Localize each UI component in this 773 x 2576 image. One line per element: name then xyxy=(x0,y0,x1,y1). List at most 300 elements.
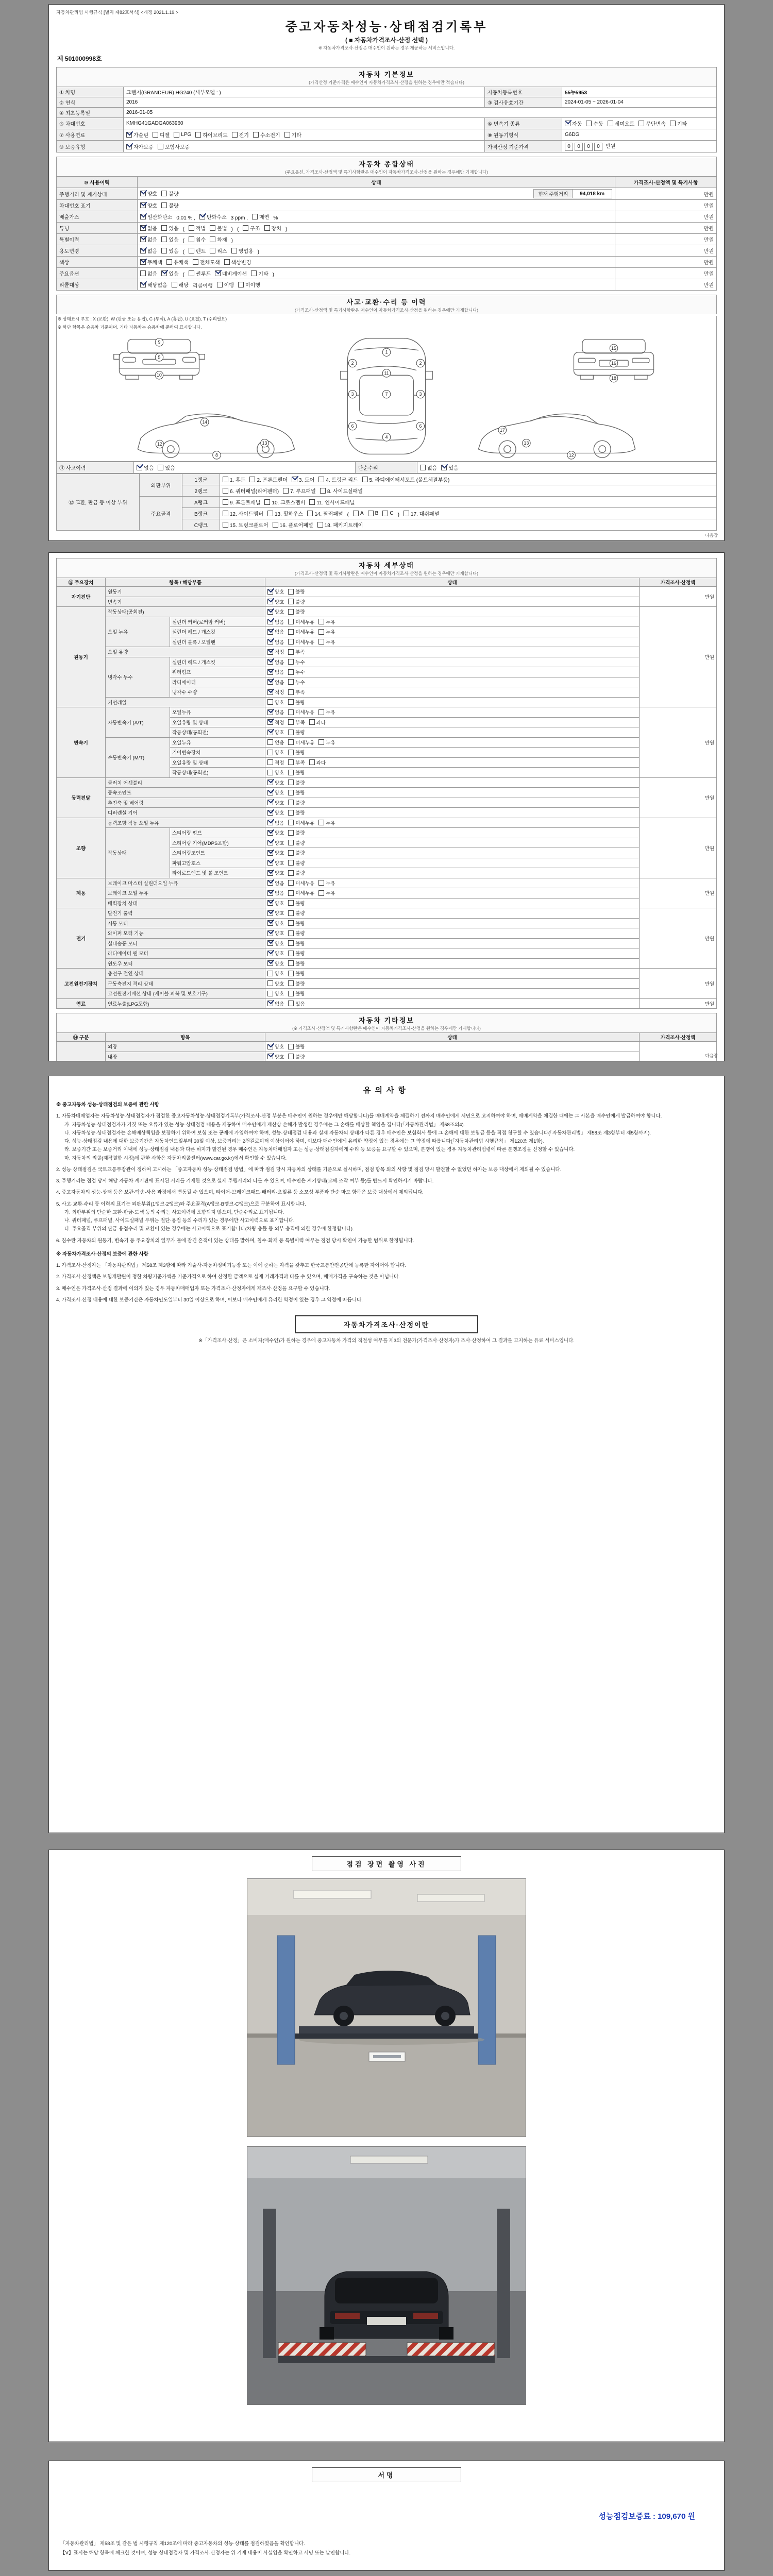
checkbox-option[interactable] xyxy=(288,679,305,686)
checkbox-icon[interactable] xyxy=(140,282,146,287)
checkbox-icon[interactable] xyxy=(368,511,374,516)
checkbox-icon[interactable] xyxy=(140,191,146,196)
checkbox-icon[interactable] xyxy=(273,522,278,528)
checkbox-option[interactable] xyxy=(267,900,284,907)
checkbox-icon[interactable] xyxy=(174,132,179,138)
checkbox-option[interactable] xyxy=(267,510,303,517)
checkbox-option[interactable] xyxy=(309,759,326,766)
checkbox-icon[interactable] xyxy=(267,800,273,805)
checkbox-option[interactable] xyxy=(267,658,284,666)
checkbox-icon[interactable] xyxy=(353,511,359,516)
checkbox-option[interactable] xyxy=(318,739,335,746)
checkbox-icon[interactable] xyxy=(215,270,221,276)
checkbox-icon[interactable] xyxy=(267,699,273,705)
checkbox-option[interactable] xyxy=(267,598,284,605)
checkbox-icon[interactable] xyxy=(288,679,294,685)
checkbox-icon[interactable] xyxy=(210,236,215,242)
checkbox-icon[interactable] xyxy=(267,900,273,906)
checkbox-option[interactable] xyxy=(288,1000,305,1007)
checkbox-icon[interactable] xyxy=(382,511,388,516)
checkbox-option[interactable] xyxy=(318,889,335,896)
checkbox-icon[interactable] xyxy=(267,880,273,886)
checkbox-option[interactable] xyxy=(288,990,305,997)
checkbox-icon[interactable] xyxy=(288,810,294,816)
checkbox-option[interactable] xyxy=(309,719,326,726)
checkbox-option[interactable] xyxy=(224,258,251,266)
checkbox-icon[interactable] xyxy=(318,477,324,482)
checkbox-option[interactable] xyxy=(161,235,178,243)
checkbox-icon[interactable] xyxy=(140,248,146,253)
checkbox-icon[interactable] xyxy=(309,759,315,765)
checkbox-option[interactable] xyxy=(267,809,284,816)
checkbox-icon[interactable] xyxy=(288,930,294,936)
checkbox-option[interactable] xyxy=(318,476,358,483)
checkbox-option[interactable] xyxy=(267,749,284,756)
checkbox-icon[interactable] xyxy=(267,890,273,896)
checkbox-icon[interactable] xyxy=(137,465,142,470)
checkbox-icon[interactable] xyxy=(288,750,294,755)
checkbox-icon[interactable] xyxy=(267,619,273,624)
checkbox-icon[interactable] xyxy=(267,790,273,795)
checkbox-icon[interactable] xyxy=(267,1044,273,1049)
checkbox-option[interactable] xyxy=(140,247,157,255)
checkbox-option[interactable] xyxy=(267,869,284,876)
checkbox-icon[interactable] xyxy=(161,236,167,242)
checkbox-icon[interactable] xyxy=(320,488,326,494)
checkbox-icon[interactable] xyxy=(404,511,409,516)
checkbox-option[interactable] xyxy=(288,809,305,816)
checkbox-icon[interactable] xyxy=(318,709,324,715)
checkbox-option[interactable] xyxy=(565,120,582,127)
checkbox-icon[interactable] xyxy=(288,910,294,916)
checkbox-option[interactable] xyxy=(267,889,284,896)
checkbox-option[interactable] xyxy=(251,269,268,277)
checkbox-option[interactable] xyxy=(264,498,305,506)
checkbox-icon[interactable] xyxy=(288,699,294,705)
checkbox-option[interactable] xyxy=(232,131,249,139)
checkbox-option[interactable] xyxy=(288,719,305,726)
checkbox-icon[interactable] xyxy=(288,960,294,966)
checkbox-icon[interactable] xyxy=(267,609,273,615)
checkbox-option[interactable] xyxy=(670,120,687,127)
checkbox-icon[interactable] xyxy=(267,951,273,956)
checkbox-option[interactable] xyxy=(267,699,284,706)
checkbox-icon[interactable] xyxy=(140,236,146,242)
checkbox-icon[interactable] xyxy=(267,719,273,725)
checkbox-icon[interactable] xyxy=(267,669,273,675)
checkbox-icon[interactable] xyxy=(288,759,294,765)
checkbox-option[interactable] xyxy=(288,688,305,696)
checkbox-icon[interactable] xyxy=(223,488,228,494)
checkbox-icon[interactable] xyxy=(288,709,294,715)
checkbox-icon[interactable] xyxy=(140,270,146,276)
checkbox-option[interactable] xyxy=(174,132,191,138)
checkbox-icon[interactable] xyxy=(267,870,273,876)
checkbox-icon[interactable] xyxy=(288,790,294,795)
checkbox-icon[interactable] xyxy=(309,719,315,725)
checkbox-option[interactable] xyxy=(215,269,247,277)
checkbox-icon[interactable] xyxy=(251,270,257,276)
checkbox-icon[interactable] xyxy=(318,639,324,645)
checkbox-option[interactable] xyxy=(189,235,206,243)
checkbox-option[interactable] xyxy=(318,638,335,646)
checkbox-option[interactable] xyxy=(267,909,284,917)
checkbox-icon[interactable] xyxy=(264,225,270,231)
checkbox-icon[interactable] xyxy=(189,225,194,231)
checkbox-option[interactable] xyxy=(288,799,305,806)
checkbox-icon[interactable] xyxy=(189,270,194,276)
checkbox-icon[interactable] xyxy=(288,639,294,645)
checkbox-option[interactable] xyxy=(189,269,211,277)
checkbox-option[interactable] xyxy=(288,929,305,937)
checkbox-icon[interactable] xyxy=(199,214,205,219)
checkbox-icon[interactable] xyxy=(161,225,167,231)
checkbox-icon[interactable] xyxy=(232,132,238,138)
checkbox-icon[interactable] xyxy=(267,629,273,635)
checkbox-icon[interactable] xyxy=(223,522,228,528)
checkbox-option[interactable] xyxy=(161,190,178,197)
checkbox-icon[interactable] xyxy=(288,880,294,886)
checkbox-icon[interactable] xyxy=(267,971,273,976)
checkbox-option[interactable] xyxy=(288,608,305,615)
checkbox-icon[interactable] xyxy=(224,259,230,265)
checkbox-icon[interactable] xyxy=(288,730,294,735)
checkbox-icon[interactable] xyxy=(318,619,324,624)
checkbox-option[interactable] xyxy=(267,970,284,977)
checkbox-option[interactable] xyxy=(288,859,305,867)
checkbox-icon[interactable] xyxy=(288,649,294,655)
checkbox-icon[interactable] xyxy=(267,659,273,665)
checkbox-option[interactable] xyxy=(288,819,314,826)
checkbox-icon[interactable] xyxy=(267,920,273,926)
checkbox-icon[interactable] xyxy=(126,144,132,149)
checkbox-option[interactable] xyxy=(267,819,284,826)
checkbox-option[interactable] xyxy=(161,224,178,232)
checkbox-icon[interactable] xyxy=(288,659,294,665)
checkbox-option[interactable] xyxy=(172,281,189,289)
checkbox-icon[interactable] xyxy=(140,202,146,208)
checkbox-icon[interactable] xyxy=(231,248,237,253)
checkbox-icon[interactable] xyxy=(288,971,294,976)
checkbox-icon[interactable] xyxy=(172,282,177,287)
checkbox-option[interactable] xyxy=(288,759,305,766)
checkbox-option[interactable] xyxy=(267,638,284,646)
checkbox-option[interactable] xyxy=(368,511,379,516)
checkbox-option[interactable] xyxy=(288,638,314,646)
checkbox-option[interactable] xyxy=(288,668,305,675)
checkbox-icon[interactable] xyxy=(267,810,273,816)
checkbox-icon[interactable] xyxy=(292,477,297,482)
checkbox-icon[interactable] xyxy=(288,629,294,635)
checkbox-icon[interactable] xyxy=(267,750,273,755)
checkbox-icon[interactable] xyxy=(158,144,163,149)
checkbox-option[interactable] xyxy=(288,889,314,896)
checkbox-icon[interactable] xyxy=(670,121,676,126)
checkbox-icon[interactable] xyxy=(420,465,426,470)
checkbox-option[interactable] xyxy=(267,839,284,846)
checkbox-icon[interactable] xyxy=(288,900,294,906)
checkbox-icon[interactable] xyxy=(288,991,294,996)
checkbox-option[interactable] xyxy=(288,728,305,736)
checkbox-option[interactable] xyxy=(288,839,305,846)
checkbox-option[interactable] xyxy=(318,628,335,635)
checkbox-option[interactable] xyxy=(288,1053,305,1060)
checkbox-option[interactable] xyxy=(238,281,260,289)
checkbox-icon[interactable] xyxy=(318,890,324,896)
checkbox-option[interactable] xyxy=(158,464,175,471)
checkbox-icon[interactable] xyxy=(288,870,294,876)
checkbox-icon[interactable] xyxy=(288,589,294,595)
checkbox-icon[interactable] xyxy=(267,679,273,685)
checkbox-option[interactable] xyxy=(267,739,284,746)
checkbox-icon[interactable] xyxy=(288,980,294,986)
checkbox-option[interactable] xyxy=(137,464,154,471)
checkbox-option[interactable] xyxy=(199,213,227,221)
checkbox-icon[interactable] xyxy=(223,511,228,516)
checkbox-option[interactable] xyxy=(288,900,305,907)
checkbox-option[interactable] xyxy=(317,521,363,529)
checkbox-icon[interactable] xyxy=(288,860,294,866)
checkbox-icon[interactable] xyxy=(267,730,273,735)
checkbox-icon[interactable] xyxy=(140,225,146,231)
checkbox-icon[interactable] xyxy=(158,465,163,470)
checkbox-icon[interactable] xyxy=(608,121,613,126)
checkbox-icon[interactable] xyxy=(288,779,294,785)
checkbox-icon[interactable] xyxy=(267,709,273,715)
checkbox-option[interactable] xyxy=(267,1053,284,1060)
checkbox-icon[interactable] xyxy=(362,477,368,482)
checkbox-option[interactable] xyxy=(288,920,305,927)
checkbox-option[interactable] xyxy=(161,269,178,277)
checkbox-icon[interactable] xyxy=(288,840,294,845)
checkbox-option[interactable] xyxy=(267,679,284,686)
checkbox-option[interactable] xyxy=(267,608,284,615)
checkbox-icon[interactable] xyxy=(283,488,289,494)
checkbox-icon[interactable] xyxy=(217,282,223,287)
checkbox-option[interactable] xyxy=(318,708,335,716)
checkbox-option[interactable] xyxy=(140,201,157,209)
checkbox-option[interactable] xyxy=(288,849,305,856)
checkbox-icon[interactable] xyxy=(267,940,273,946)
checkbox-icon[interactable] xyxy=(318,739,324,745)
checkbox-option[interactable] xyxy=(288,779,305,786)
checkbox-option[interactable] xyxy=(140,190,157,197)
checkbox-option[interactable] xyxy=(126,143,154,150)
checkbox-option[interactable] xyxy=(267,950,284,957)
checkbox-option[interactable] xyxy=(318,819,335,826)
checkbox-icon[interactable] xyxy=(638,121,644,126)
checkbox-option[interactable] xyxy=(267,708,284,716)
checkbox-option[interactable] xyxy=(140,258,162,266)
checkbox-icon[interactable] xyxy=(309,499,315,505)
checkbox-icon[interactable] xyxy=(223,477,228,482)
checkbox-option[interactable] xyxy=(288,769,305,776)
checkbox-option[interactable] xyxy=(288,699,305,706)
checkbox-icon[interactable] xyxy=(288,689,294,695)
checkbox-option[interactable] xyxy=(161,247,178,255)
checkbox-option[interactable] xyxy=(288,940,305,947)
checkbox-icon[interactable] xyxy=(267,759,273,765)
checkbox-option[interactable] xyxy=(158,143,190,150)
checkbox-icon[interactable] xyxy=(140,259,146,265)
checkbox-option[interactable] xyxy=(267,1000,284,1007)
checkbox-option[interactable] xyxy=(267,879,284,887)
checkbox-icon[interactable] xyxy=(267,689,273,695)
checkbox-icon[interactable] xyxy=(267,649,273,655)
checkbox-icon[interactable] xyxy=(288,920,294,926)
checkbox-icon[interactable] xyxy=(267,860,273,866)
checkbox-option[interactable] xyxy=(420,464,437,471)
checkbox-option[interactable] xyxy=(140,269,157,277)
checkbox-icon[interactable] xyxy=(288,1054,294,1059)
checkbox-icon[interactable] xyxy=(288,830,294,836)
checkbox-option[interactable] xyxy=(140,235,157,243)
checkbox-option[interactable] xyxy=(292,476,314,483)
checkbox-icon[interactable] xyxy=(288,619,294,624)
checkbox-option[interactable] xyxy=(267,719,284,726)
checkbox-option[interactable] xyxy=(267,588,284,595)
checkbox-option[interactable] xyxy=(267,759,284,766)
checkbox-option[interactable] xyxy=(210,247,227,255)
checkbox-icon[interactable] xyxy=(140,214,146,219)
checkbox-icon[interactable] xyxy=(267,840,273,845)
checkbox-option[interactable] xyxy=(267,769,284,776)
checkbox-option[interactable] xyxy=(288,970,305,977)
checkbox-option[interactable] xyxy=(288,618,314,625)
checkbox-icon[interactable] xyxy=(288,770,294,775)
checkbox-option[interactable] xyxy=(318,618,335,625)
checkbox-option[interactable] xyxy=(193,258,220,266)
checkbox-option[interactable] xyxy=(638,120,666,127)
checkbox-option[interactable] xyxy=(288,789,305,796)
checkbox-option[interactable] xyxy=(441,464,458,471)
checkbox-icon[interactable] xyxy=(153,132,158,138)
checkbox-icon[interactable] xyxy=(161,248,167,253)
checkbox-icon[interactable] xyxy=(318,629,324,635)
checkbox-icon[interactable] xyxy=(267,1054,273,1059)
checkbox-option[interactable] xyxy=(267,859,284,867)
checkbox-option[interactable] xyxy=(189,224,206,232)
checkbox-icon[interactable] xyxy=(238,282,244,287)
checkbox-icon[interactable] xyxy=(288,599,294,604)
checkbox-icon[interactable] xyxy=(267,589,273,595)
checkbox-icon[interactable] xyxy=(441,465,447,470)
checkbox-icon[interactable] xyxy=(318,880,324,886)
checkbox-option[interactable] xyxy=(267,628,284,635)
checkbox-icon[interactable] xyxy=(267,930,273,936)
checkbox-icon[interactable] xyxy=(267,980,273,986)
checkbox-option[interactable] xyxy=(195,131,227,139)
checkbox-icon[interactable] xyxy=(267,739,273,745)
checkbox-option[interactable] xyxy=(231,247,254,255)
checkbox-icon[interactable] xyxy=(586,121,592,126)
checkbox-icon[interactable] xyxy=(126,132,132,138)
checkbox-option[interactable] xyxy=(267,618,284,625)
checkbox-icon[interactable] xyxy=(288,1044,294,1049)
checkbox-icon[interactable] xyxy=(288,951,294,956)
checkbox-option[interactable] xyxy=(288,1043,305,1050)
checkbox-icon[interactable] xyxy=(243,225,248,231)
checkbox-option[interactable] xyxy=(223,521,268,529)
checkbox-option[interactable] xyxy=(140,224,157,232)
checkbox-icon[interactable] xyxy=(288,739,294,745)
checkbox-option[interactable] xyxy=(288,598,305,605)
checkbox-option[interactable] xyxy=(249,476,287,483)
checkbox-option[interactable] xyxy=(267,668,284,675)
checkbox-option[interactable] xyxy=(267,688,284,696)
checkbox-option[interactable] xyxy=(288,708,314,716)
checkbox-icon[interactable] xyxy=(223,499,228,505)
checkbox-option[interactable] xyxy=(153,131,170,139)
checkbox-icon[interactable] xyxy=(288,609,294,615)
checkbox-option[interactable] xyxy=(404,510,439,517)
checkbox-option[interactable] xyxy=(320,487,363,495)
checkbox-option[interactable] xyxy=(166,258,189,266)
checkbox-option[interactable] xyxy=(288,960,305,967)
checkbox-icon[interactable] xyxy=(288,800,294,805)
checkbox-option[interactable] xyxy=(288,869,305,876)
checkbox-option[interactable] xyxy=(267,648,284,655)
checkbox-option[interactable] xyxy=(608,120,635,127)
checkbox-icon[interactable] xyxy=(253,132,259,138)
checkbox-option[interactable] xyxy=(210,235,227,243)
checkbox-option[interactable] xyxy=(288,909,305,917)
checkbox-icon[interactable] xyxy=(288,850,294,856)
checkbox-option[interactable] xyxy=(140,213,172,221)
checkbox-icon[interactable] xyxy=(267,639,273,645)
checkbox-icon[interactable] xyxy=(166,259,172,265)
checkbox-icon[interactable] xyxy=(288,940,294,946)
checkbox-option[interactable] xyxy=(267,849,284,856)
checkbox-option[interactable] xyxy=(267,980,284,987)
checkbox-icon[interactable] xyxy=(210,248,215,253)
checkbox-option[interactable] xyxy=(288,739,314,746)
checkbox-icon[interactable] xyxy=(264,499,270,505)
checkbox-option[interactable] xyxy=(223,510,263,517)
checkbox-icon[interactable] xyxy=(267,850,273,856)
checkbox-option[interactable] xyxy=(309,498,355,506)
checkbox-icon[interactable] xyxy=(195,132,201,138)
checkbox-option[interactable] xyxy=(318,879,335,887)
checkbox-icon[interactable] xyxy=(267,991,273,996)
checkbox-icon[interactable] xyxy=(267,1001,273,1006)
checkbox-option[interactable] xyxy=(288,950,305,957)
checkbox-option[interactable] xyxy=(288,658,305,666)
checkbox-option[interactable] xyxy=(252,213,269,221)
checkbox-option[interactable] xyxy=(264,224,281,232)
checkbox-icon[interactable] xyxy=(288,820,294,825)
checkbox-option[interactable] xyxy=(161,201,178,209)
checkbox-option[interactable] xyxy=(273,521,313,529)
checkbox-icon[interactable] xyxy=(307,511,313,516)
checkbox-icon[interactable] xyxy=(267,779,273,785)
checkbox-icon[interactable] xyxy=(267,511,273,516)
checkbox-icon[interactable] xyxy=(267,960,273,966)
checkbox-icon[interactable] xyxy=(161,270,167,276)
checkbox-option[interactable] xyxy=(189,247,206,255)
checkbox-icon[interactable] xyxy=(161,202,167,208)
checkbox-option[interactable] xyxy=(288,879,314,887)
checkbox-icon[interactable] xyxy=(210,225,215,231)
checkbox-icon[interactable] xyxy=(267,830,273,836)
checkbox-icon[interactable] xyxy=(288,890,294,896)
checkbox-icon[interactable] xyxy=(252,214,258,219)
checkbox-option[interactable] xyxy=(223,487,279,495)
checkbox-option[interactable] xyxy=(126,131,148,139)
checkbox-icon[interactable] xyxy=(288,1001,294,1006)
checkbox-option[interactable] xyxy=(267,1043,284,1050)
checkbox-option[interactable] xyxy=(140,281,167,289)
